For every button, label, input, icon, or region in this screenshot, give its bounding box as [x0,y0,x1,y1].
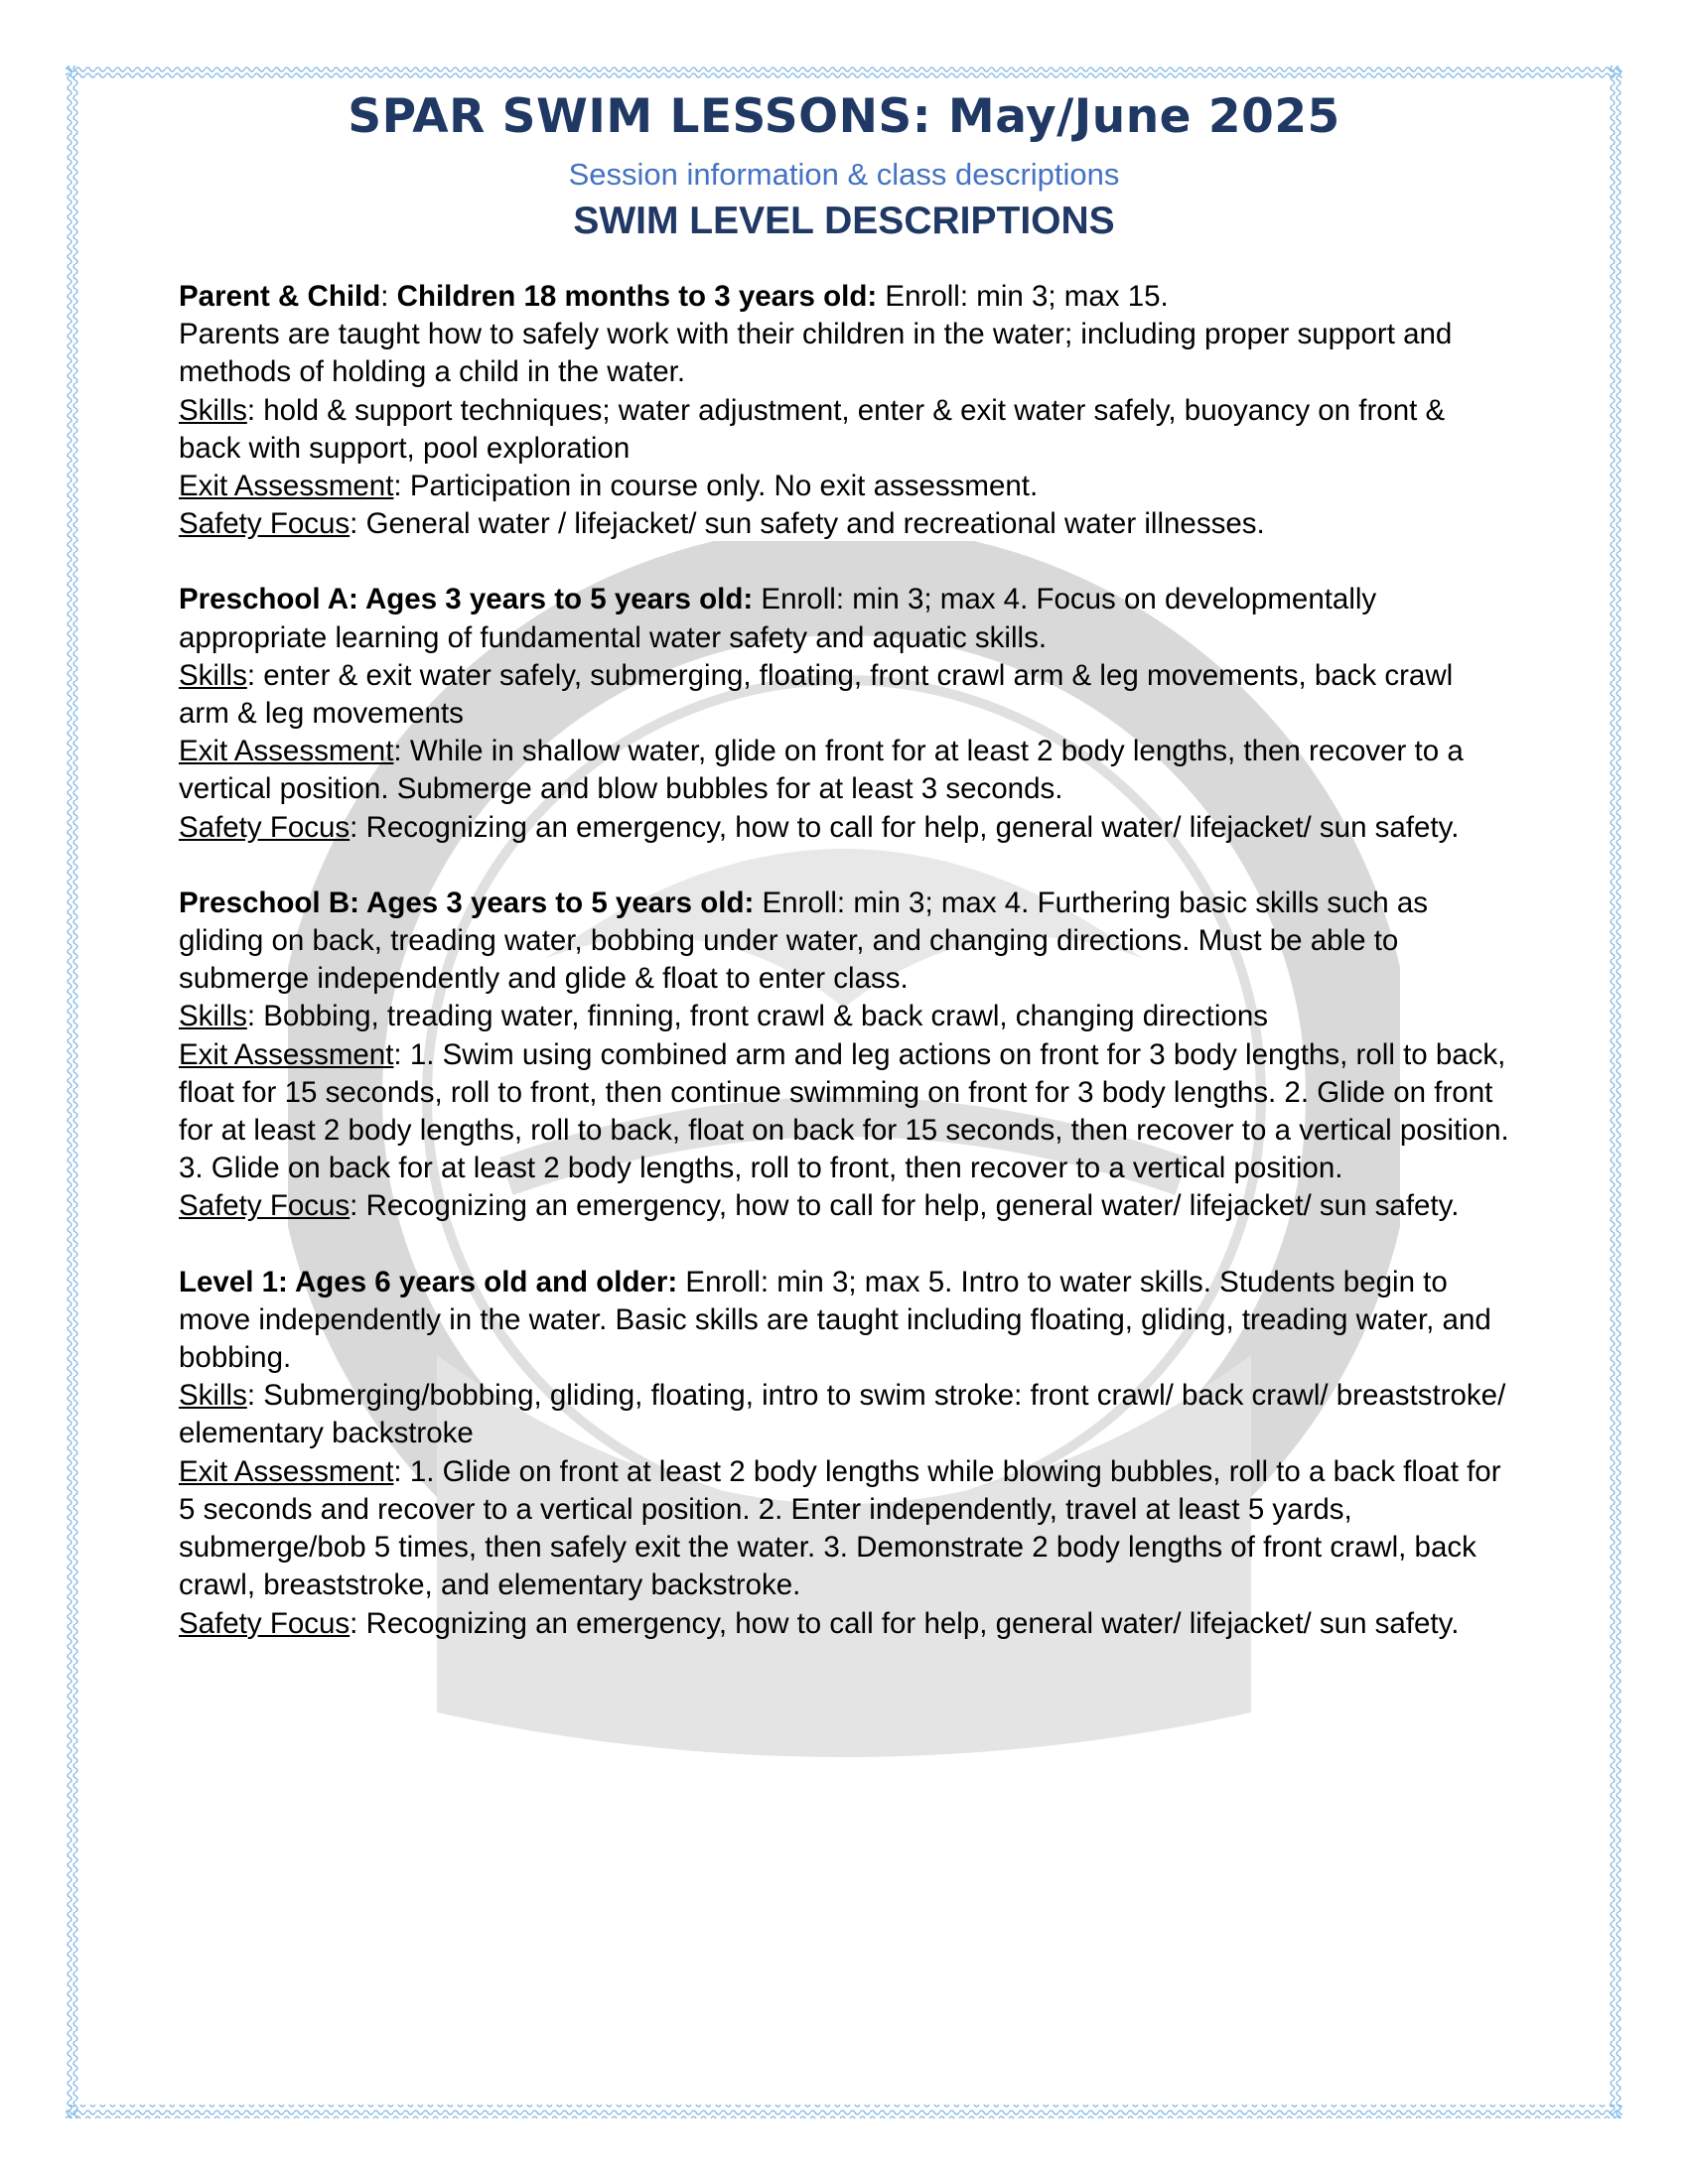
level-exit-assessment [179,733,1509,808]
level-skills [179,998,1509,1035]
skills-text: : Submerging/bobbing, gliding, floating, intro to swim stroke: front crawl/ back crawl/ breaststroke/ elementary backstroke [179,1379,1506,1450]
level-descriptions [179,278,1509,1681]
document-header [0,85,1688,246]
exit-assessment-text: : 1. Swim using combined arm and leg actions on front for 3 body lengths, roll to back, float for 15 seconds, roll to front, then continue swimming on front for 3 body lengths. 2. Glide on front for at least 2 body lengths, roll to back, float on back for 15 seconds, then recover to a vertical position. 3. Glide on back for at least 2 body lengths, roll to front, then recover to a vertical position. [179,1037,1509,1185]
level-safety-focus [179,809,1509,847]
exit-assessment-text: : 1. Glide on front at least 2 body lengths while blowing bubbles, roll to a back float for 5 seconds and recover to a vertical position. 2. Enter independently, travel at least 5 yards, submerge/bob 5 times, then safely exit the water. 3. Demonstrate 2 body lengths of front crawl, back crawl, breaststroke, and elementary backstroke. [179,1454,1501,1602]
safety-focus-label: Safety Focus [179,1606,351,1640]
level-exit-assessment [179,1036,1509,1188]
exit-assessment-label: Exit Assessment [179,735,394,768]
level-intro [179,581,1509,656]
exit-assessment-label: Exit Assessment [179,470,394,503]
safety-focus-text: : General water / lifejacket/ sun safety and recreational water illnesses. [350,507,1265,541]
level-enroll: Enroll: min 3; max 4. Furthering basic skills such as gliding on back, treading water, bobbing under water, and changing directions. Must be able to submerge independently and glide & float to enter class. [179,886,1429,996]
level-preschool-b [179,885,1509,1226]
skills-label: Skills [179,1000,247,1033]
document-subtitle: Session information & class descriptions [568,157,1120,192]
skills-text: : enter & exit water safely, submerging, floating, front crawl arm & leg movements, back crawl arm & leg movements [179,658,1454,731]
safety-focus-label: Safety Focus [179,810,351,844]
safety-focus-text: : Recognizing an emergency, how to call for help, general water/ lifejacket/ sun safety. [350,1606,1460,1640]
skills-label: Skills [179,658,247,692]
level-exit-assessment [179,468,1509,505]
level-name: Preschool B: Ages 3 years to 5 years old: [179,886,755,919]
level-parent-child [179,278,1509,543]
exit-assessment-label: Exit Assessment [179,1037,394,1071]
level-safety-focus [179,1605,1509,1643]
level-name-separator: : [380,280,397,313]
document-title: SPAR SWIM LESSONS: May/June 2025 [348,89,1340,144]
level-preschool-a [179,581,1509,846]
level-safety-focus [179,505,1509,543]
section-heading: SWIM LEVEL DESCRIPTIONS [573,200,1115,242]
safety-focus-text: : Recognizing an emergency, how to call for help, general water/ lifejacket/ sun safety. [350,810,1460,844]
skills-text: : hold & support techniques; water adjustment, enter & exit water safely, buoyancy on front & back with support, pool exploration [179,393,1446,465]
skills-label: Skills [179,1379,247,1413]
level-ages: Children 18 months to 3 years old: [396,280,878,313]
level-enroll: Enroll: min 3; max 4. Focus on developmentally appropriate learning of fundamental water safety and aquatic skills. [179,583,1377,654]
exit-assessment-text: : Participation in course only. No exit assessment. [393,470,1039,503]
level-name: Level 1: Ages 6 years old and older: [179,1265,678,1298]
exit-assessment-label: Exit Assessment [179,1454,394,1488]
level-name: Parent & Child [179,280,381,313]
level-1 [179,1264,1509,1643]
skills-text: : Bobbing, treading water, finning, front crawl & back crawl, changing directions [246,1000,1268,1033]
safety-focus-label: Safety Focus [179,507,351,541]
exit-assessment-text: : While in shallow water, glide on front for at least 2 body lengths, then recover to a vertical position. Submerge and blow bubbles for at least 3 seconds. [179,735,1464,806]
level-name: Preschool A: Ages 3 years to 5 years old: [179,583,754,616]
level-enroll: Enroll: min 3; max 15. [877,280,1169,313]
level-description: Parents are taught how to safely work with their children in the water; including proper support and methods of holding a child in the water. [179,318,1453,389]
level-enroll: Enroll: min 3; max 5. Intro to water skills. Students begin to move independently in the water. Basic skills are taught including floating, gliding, treading water, and bobbing. [179,1265,1491,1375]
level-exit-assessment [179,1453,1509,1605]
safety-focus-label: Safety Focus [179,1189,351,1223]
level-intro [179,278,1509,316]
level-intro [179,885,1509,999]
safety-focus-text: : Recognizing an emergency, how to call for help, general water/ lifejacket/ sun safety. [350,1189,1460,1223]
level-safety-focus [179,1187,1509,1225]
skills-label: Skills [179,393,247,427]
level-skills [179,657,1509,733]
level-intro [179,1264,1509,1378]
level-skills [179,1377,1509,1452]
level-skills [179,392,1509,468]
